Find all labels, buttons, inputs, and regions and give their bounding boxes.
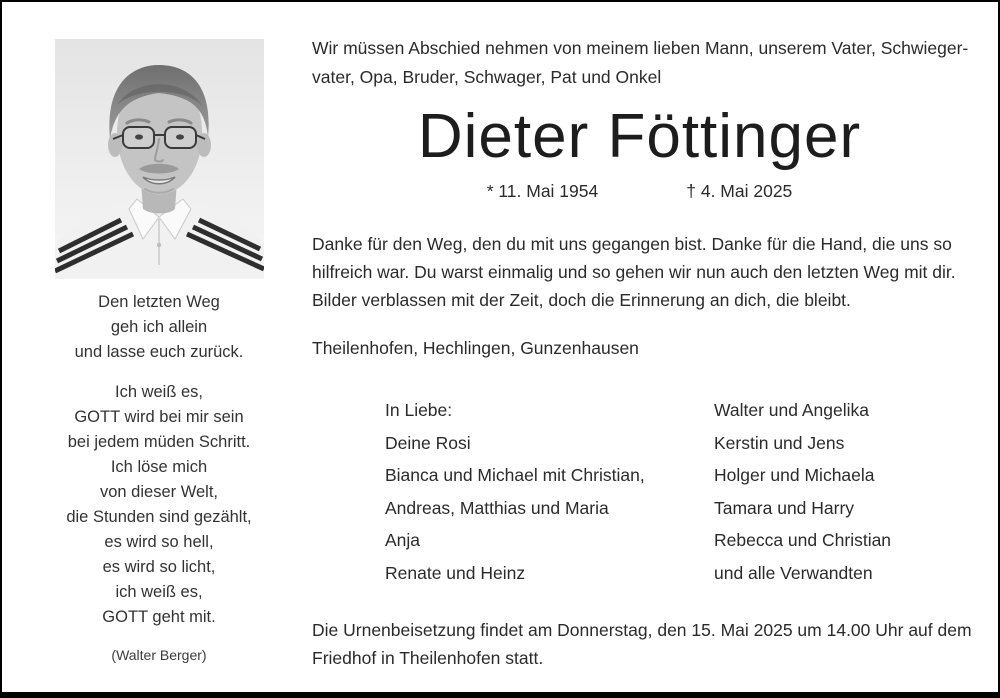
announcement-line: Die Urnenbeisetzung findet am Donnerstag, den 15. Mai 2025 um 14.00 Uhr auf dem: [312, 620, 972, 640]
poem-line: GOTT wird bei mir sein: [74, 408, 244, 426]
poem-line: es wird so hell,: [104, 533, 214, 551]
poem-line: von dieser Welt,: [100, 483, 218, 501]
intro-text: [312, 34, 977, 92]
mourner-entry: Holger und Michaela: [714, 465, 875, 485]
poem-author: (Walter Berger): [111, 647, 207, 663]
mourners-column-right: [714, 394, 984, 589]
thanks-line: hilfreich war. Du warst einmalig und so gehen wir nun auch den letzten Weg mit dir.: [312, 262, 956, 282]
poem-stanza-2: [20, 380, 298, 630]
mourner-entry: Deine Rosi: [385, 432, 471, 453]
poem-line: ich weiß es,: [115, 583, 203, 601]
poem-line: die Stunden sind gezählt,: [66, 508, 252, 526]
mourner-entry: Kerstin und Jens: [714, 432, 845, 453]
mourner-entry: und alle Verwandten: [714, 562, 873, 583]
poem-line: geh ich allein: [110, 318, 208, 336]
birth-date: * 11. Mai 1954: [486, 181, 599, 201]
mourner-entry: Walter und Angelika: [714, 400, 869, 420]
in-love-label: In Liebe:: [385, 400, 453, 420]
poem-line: Den letzten Weg: [98, 293, 220, 311]
intro-line: Wir müssen Abschied nehmen von meinem lieben Mann, unserem Vater, Schwieger-: [312, 38, 969, 58]
portrait-photo: [55, 39, 264, 279]
portrait-illustration: [55, 39, 264, 279]
mourners-column-left: [385, 394, 687, 589]
bottom-border-bar: [2, 692, 998, 698]
poem-stanza-1: [20, 290, 298, 365]
mourner-entry: Renate und Heinz: [385, 562, 526, 583]
poem-line: Ich löse mich: [110, 458, 208, 476]
mourner-entry: Anja: [385, 530, 421, 550]
life-dates: [312, 181, 967, 202]
poem-line: GOTT geht mit.: [102, 608, 216, 626]
death-date: † 4. Mai 2025: [686, 181, 793, 201]
poem-line: Ich weiß es,: [114, 383, 204, 401]
intro-line: vater, Opa, Bruder, Schwager, Pat und Onkel: [312, 67, 662, 87]
thanks-line: Bilder verblassen mit der Zeit, doch die Erinnerung an dich, die bleibt.: [312, 290, 851, 310]
burial-announcement: [312, 616, 984, 672]
mourner-entry: Rebecca und Christian: [714, 530, 892, 550]
deceased-name: Dieter Föttinger: [417, 102, 862, 171]
poem-line: und lasse euch zurück.: [74, 343, 244, 361]
poem-line: es wird so licht,: [102, 558, 216, 576]
memorial-poem: [20, 290, 298, 668]
thanks-line: Danke für den Weg, den du mit uns gegangen bist. Danke für die Hand, die uns so: [312, 234, 952, 254]
announcement-line: Friedhof in Theilenhofen statt.: [312, 648, 544, 668]
mourner-entry: Tamara und Harry: [714, 497, 855, 518]
thanks-paragraph: [312, 230, 982, 314]
mourner-entry: Bianca und Michael mit Christian, Andreas, Matthias und Maria: [385, 465, 645, 518]
places-line: Theilenhofen, Hechlingen, Gunzenhausen: [312, 338, 639, 358]
poem-line: bei jedem müden Schritt.: [67, 433, 251, 451]
